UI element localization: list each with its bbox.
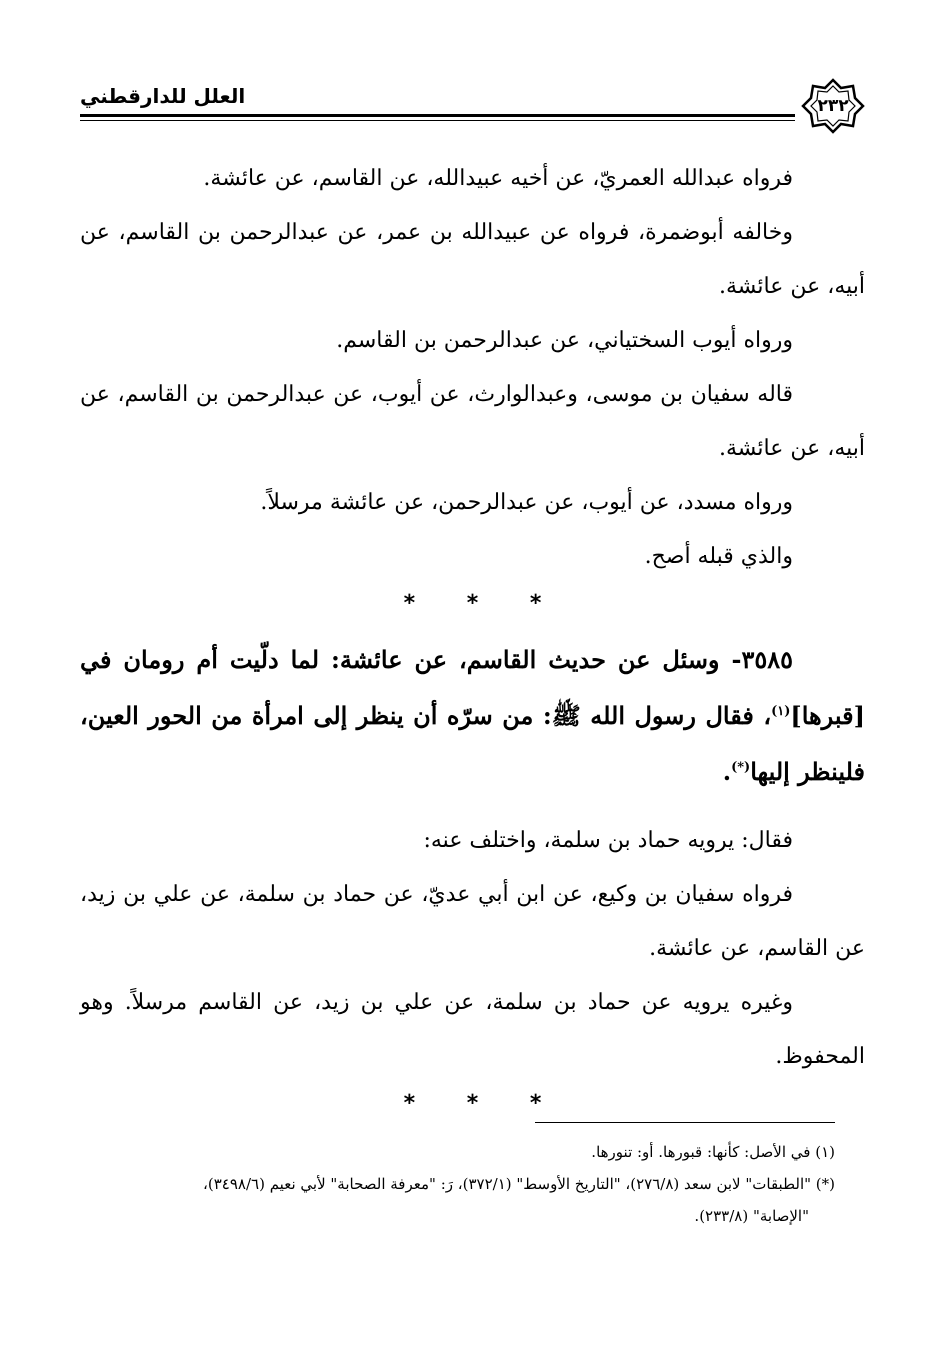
page-header: [80, 78, 865, 138]
paragraph: والذي قبله أصح.: [644, 544, 793, 569]
main-text: [80, 152, 865, 1124]
footnote-ref: (١): [771, 704, 791, 719]
paragraph: قاله سفيان بن موسى، وعبدالوارث، عن أيوب، عن عبدالرحمن بن القاسم، عن أبيه، عن عائشة.: [80, 382, 865, 461]
page-number-badge: [801, 78, 865, 134]
entry-text-end: .: [722, 757, 732, 786]
paragraph: ورواه أيوب السختياني، عن عبدالرحمن بن القاسم.: [336, 328, 793, 353]
book-title: العلل للدارقطني: [80, 84, 246, 108]
section-separator: * * *: [403, 1091, 542, 1116]
paragraph: فقال: يرويه حماد بن سلمة، واختلف عنه:: [423, 828, 793, 853]
header-rule-thin: [80, 120, 795, 121]
paragraph: ورواه مسدد، عن أيوب، عن عبدالرحمن، عن عائشة مرسلاً.: [260, 490, 793, 515]
paragraph: فرواه سفيان بن وكيع، عن ابن أبي عديّ، عن حماد بن سلمة، عن علي بن زيد، عن القاسم، عن عائشة.: [80, 882, 865, 961]
footnotes: [80, 1136, 835, 1232]
paragraph: فرواه عبدالله العمريّ، عن أخيه عبيدالله، عن القاسم، عن عائشة.: [203, 166, 793, 191]
paragraph: وغيره يرويه عن حماد بن سلمة، عن علي بن زيد، عن القاسم مرسلاً. وهو المحفوظ.: [80, 990, 865, 1069]
footnote-1: (١) في الأصل: كأنها: قبورها. أو: تنورها.: [591, 1143, 835, 1161]
page-number: ٢٣٢: [817, 96, 849, 116]
header-rule-thick: [80, 114, 795, 117]
entry-text-start: ٣٥٨٥- وسئل عن حديث القاسم، عن عائشة: لما دلّيت أم رومان في [قبرها]: [80, 645, 865, 730]
footnote-divider: [535, 1122, 835, 1123]
footnote-ref: (*): [731, 760, 751, 775]
entry-heading: [80, 632, 865, 800]
footnote-2: (*) "الطبقات" لابن سعد (٢٧٦/٨)، "التاريخ الأوسط" (٣٧٢/١)، رَ: "معرفة الصحابة" لأبي نعيم (٣٤٩٨/٦)،: [203, 1175, 835, 1193]
footnote-2-continuation: "الإصابة" (٢٣٣/٨).: [694, 1207, 809, 1225]
paragraph: وخالفه أبوضمرة، فرواه عن عبيدالله بن عمر، عن عبدالرحمن بن القاسم، عن أبيه، عن عائشة.: [80, 220, 865, 299]
entry-text-mid: ، فقال رسول الله ﷺ: من سرّه أن ينظر إلى امرأة من الحور العين، فلينظر إليها: [80, 701, 865, 786]
section-separator: * * *: [403, 591, 542, 616]
